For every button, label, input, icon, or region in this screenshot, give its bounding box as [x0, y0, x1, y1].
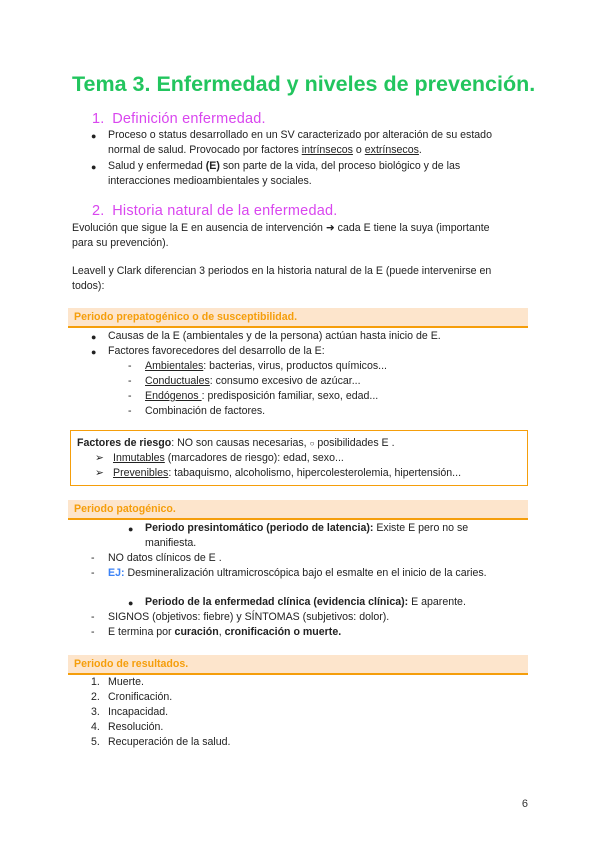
term-curacion: curación: [174, 626, 219, 638]
text-line: [108, 159, 538, 174]
dash-marker: -: [91, 611, 95, 623]
term-e: (E): [205, 160, 220, 172]
dash-marker: -: [91, 552, 95, 564]
term-enfermedad-clinica: Periodo de la enfermedad clínica (evidencia clínica):: [145, 596, 409, 608]
dash-marker: -: [91, 626, 95, 638]
text-span: o: [352, 144, 365, 156]
bullet-icon: ●: [128, 524, 134, 534]
item-number: 5.: [91, 736, 100, 748]
text-line: manifiesta.: [145, 537, 197, 549]
text-span: Desmineralización ultramicroscópica bajo el esmalte en el inicio de la caries.: [124, 567, 487, 579]
term-factores-riesgo: Factores de riesgo: [77, 437, 172, 449]
text-span: (marcadores de riesgo): edad, sexo...: [164, 452, 344, 464]
bullet-icon: ●: [91, 131, 97, 141]
term-intrinsecos: intrínsecos: [301, 144, 353, 156]
list-item: [108, 566, 487, 581]
dash-marker: -: [128, 390, 132, 402]
list-item: [113, 466, 461, 481]
item-text: Recuperación de la salud.: [108, 736, 231, 748]
item-text: Incapacidad.: [108, 706, 169, 718]
term-extrinsecos: extrínsecos: [364, 144, 419, 156]
risk-factors-box: [70, 430, 528, 486]
box-heading: [77, 436, 395, 451]
band-label: Periodo de resultados.: [74, 658, 189, 670]
text-span: : NO son causas necesarias,: [171, 437, 310, 449]
bullet-icon: ●: [128, 598, 134, 608]
text-line: todos):: [72, 280, 105, 292]
section-number: 2.: [92, 203, 105, 219]
term-prevenibles: Prevenibles: [113, 467, 169, 479]
list-item: [145, 389, 378, 404]
text-span: : bacterias, virus, productos químicos...: [203, 360, 387, 372]
text-line: [145, 521, 525, 536]
circle-icon: ○: [309, 439, 315, 448]
section-title: Definición enfermedad.: [112, 111, 266, 127]
item-text: Resolución.: [108, 721, 164, 733]
list-item: Combinación de factores.: [145, 405, 266, 417]
list-item: [91, 690, 231, 705]
period-band-prepatogenico: [68, 308, 528, 328]
text-span: Existe E pero no se: [373, 522, 469, 534]
bullet-icon: ●: [91, 347, 97, 357]
page-title: Tema 3. Enfermedad y niveles de prevención.: [72, 72, 536, 96]
paragraph: [72, 221, 532, 251]
item-text: Muerte.: [108, 676, 144, 688]
term-presintomatico: Periodo presintomático (periodo de latencia):: [145, 522, 374, 534]
text-span: : tabaquismo, alcoholismo, hipercolesterolemia, hipertensión...: [168, 467, 462, 479]
arrow-bullet-icon: ➢: [95, 452, 104, 464]
list-item: [91, 720, 231, 735]
item-number: 3.: [91, 706, 100, 718]
text-span: ,: [218, 626, 225, 638]
text-span: : consumo excesivo de azúcar...: [209, 375, 361, 387]
term-endogenos: Endógenos: [145, 390, 202, 402]
list-item: [91, 705, 231, 720]
list-item: NO datos clínicos de E .: [108, 552, 222, 564]
text-line: para su prevención).: [72, 237, 169, 249]
term-ambientales: Ambientales: [145, 360, 204, 372]
text-span: Salud y enfermedad: [108, 160, 206, 172]
text-span: E termina por: [108, 626, 175, 638]
dash-marker: -: [128, 375, 132, 387]
band-label: Periodo prepatogénico o de susceptibilidad.: [74, 311, 298, 323]
dash-marker: -: [128, 360, 132, 372]
paragraph: [72, 264, 532, 294]
list-item: [145, 359, 387, 374]
text-span: E aparente.: [408, 596, 466, 608]
item-number: 4.: [91, 721, 100, 733]
text-span: .: [418, 144, 422, 156]
text-span: : predisposición familiar, sexo, edad...: [201, 390, 379, 402]
arrow-bullet-icon: ➢: [95, 467, 104, 479]
list-item: [91, 675, 231, 690]
numbered-list: [91, 675, 231, 750]
text-span: posibilidades E .: [314, 437, 395, 449]
text-line: [108, 143, 538, 158]
list-item: [145, 595, 466, 610]
bullet-icon: ●: [91, 162, 97, 172]
term-inmutables: Inmutables: [113, 452, 165, 464]
bullet-icon: ●: [91, 332, 97, 342]
bullet-paragraph: [108, 159, 538, 189]
list-item: [145, 374, 361, 389]
list-item: Factores favorecedores del desarrollo de la E:: [108, 345, 325, 357]
section-number: 1.: [92, 111, 105, 127]
period-band-resultados: [68, 655, 528, 675]
text-line: interacciones medioambientales y sociales.: [108, 175, 312, 187]
text-span: son parte de la vida, del proceso biológico y de las: [219, 160, 461, 172]
page-number: 6: [521, 798, 528, 810]
text-span: normal de salud. Provocado por factores: [108, 144, 302, 156]
section-heading-1: [92, 111, 266, 127]
list-item: [91, 735, 231, 750]
item-number: 2.: [91, 691, 100, 703]
text-line: Leavell y Clark diferencian 3 periodos en la historia natural de la E (puede intervenirse en: [72, 265, 492, 277]
section-title: Historia natural de la enfermedad.: [112, 203, 338, 219]
text-line: Evolución que sigue la E en ausencia de intervención ➜ cada E tiene la suya (importante: [72, 222, 490, 234]
example-label: EJ:: [108, 567, 125, 579]
dash-marker: -: [128, 405, 132, 417]
section-heading-2: [92, 203, 337, 219]
period-band-patogenico: [68, 500, 528, 520]
list-item: [108, 625, 341, 640]
item-text: Cronificación.: [108, 691, 173, 703]
band-label: Periodo patogénico.: [74, 503, 176, 515]
item-number: 1.: [91, 676, 100, 688]
list-item: [113, 451, 344, 466]
list-item: Causas de la E (ambientales y de la persona) actúan hasta inicio de E.: [108, 330, 441, 342]
text-line: Proceso o status desarrollado en un SV caracterizado por alteración de su estado: [108, 129, 492, 141]
dash-marker: -: [91, 567, 95, 579]
list-item: SIGNOS (objetivos: fiebre) y SÍNTOMAS (subjetivos: dolor).: [108, 611, 390, 623]
term-conductuales: Conductuales: [145, 375, 210, 387]
bullet-paragraph: [108, 128, 538, 158]
term-cronificacion-muerte: cronificación o muerte.: [224, 626, 342, 638]
list-item: [145, 521, 525, 551]
